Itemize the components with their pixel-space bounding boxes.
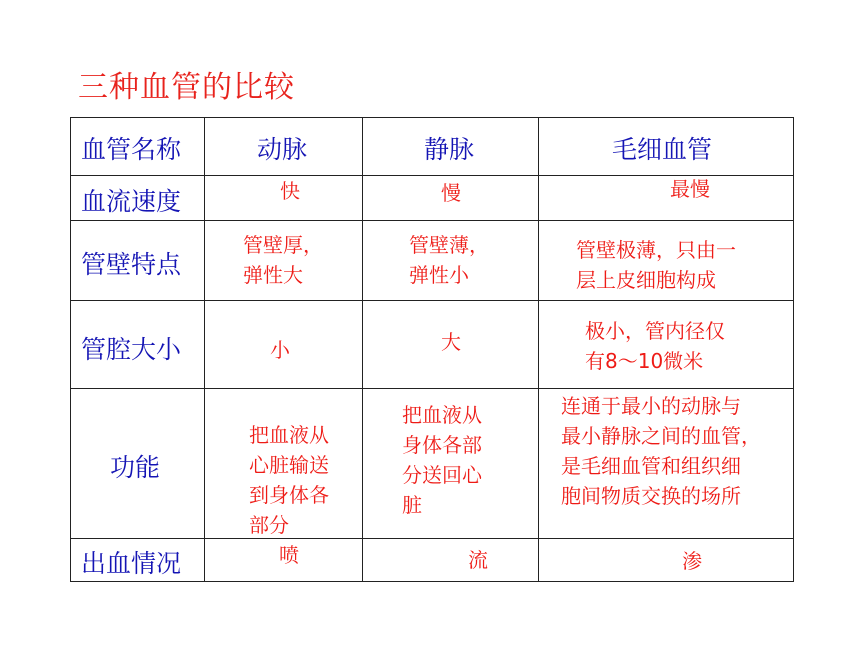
table-col-divider (538, 118, 539, 581)
vein-cell: 管壁薄， 弹性小 (409, 233, 489, 287)
artery-cell: 把血液从 心脏输送 到身体各 部分 (249, 423, 329, 537)
row-label: 出血情况 (81, 549, 182, 578)
row-label: 血流速度 (81, 187, 182, 216)
capillary-cell: 最慢 (670, 177, 710, 201)
row-label: 管壁特点 (81, 250, 182, 279)
row-label: 功能 (110, 453, 161, 482)
artery-cell: 小 (270, 338, 290, 362)
vein-cell: 流 (468, 548, 488, 572)
table-row-divider (71, 220, 793, 221)
row-label: 管腔大小 (81, 335, 182, 364)
artery-cell: 管壁厚， 弹性大 (243, 233, 323, 287)
header-label: 血管名称 (81, 135, 182, 164)
table-col-divider (204, 118, 205, 581)
table-row-divider (71, 388, 793, 389)
capillary-cell: 渗 (682, 549, 702, 573)
table-row-divider (71, 538, 793, 539)
header-capillary: 毛细血管 (612, 135, 713, 164)
capillary-cell: 连通于最小的动脉与 最小静脉之间的血管， 是毛细血管和组织细 胞间物质交换的场所 (561, 394, 761, 508)
artery-cell: 快 (280, 179, 300, 203)
capillary-cell: 极小，管内径仅 有8～10微米 (585, 319, 725, 373)
vein-cell: 慢 (441, 181, 461, 205)
header-artery: 动脉 (257, 135, 308, 164)
comparison-table (70, 117, 794, 582)
page-title: 三种血管的比较 (78, 70, 295, 105)
vein-cell: 把血液从 身体各部 分送回心 脏 (402, 403, 482, 517)
table-row-divider (71, 300, 793, 301)
artery-cell: 喷 (279, 543, 299, 567)
vein-cell: 大 (441, 330, 461, 354)
capillary-cell: 管壁极薄，只由一 层上皮细胞构成 (576, 238, 736, 292)
table-col-divider (362, 118, 363, 581)
header-vein: 静脉 (424, 135, 475, 164)
